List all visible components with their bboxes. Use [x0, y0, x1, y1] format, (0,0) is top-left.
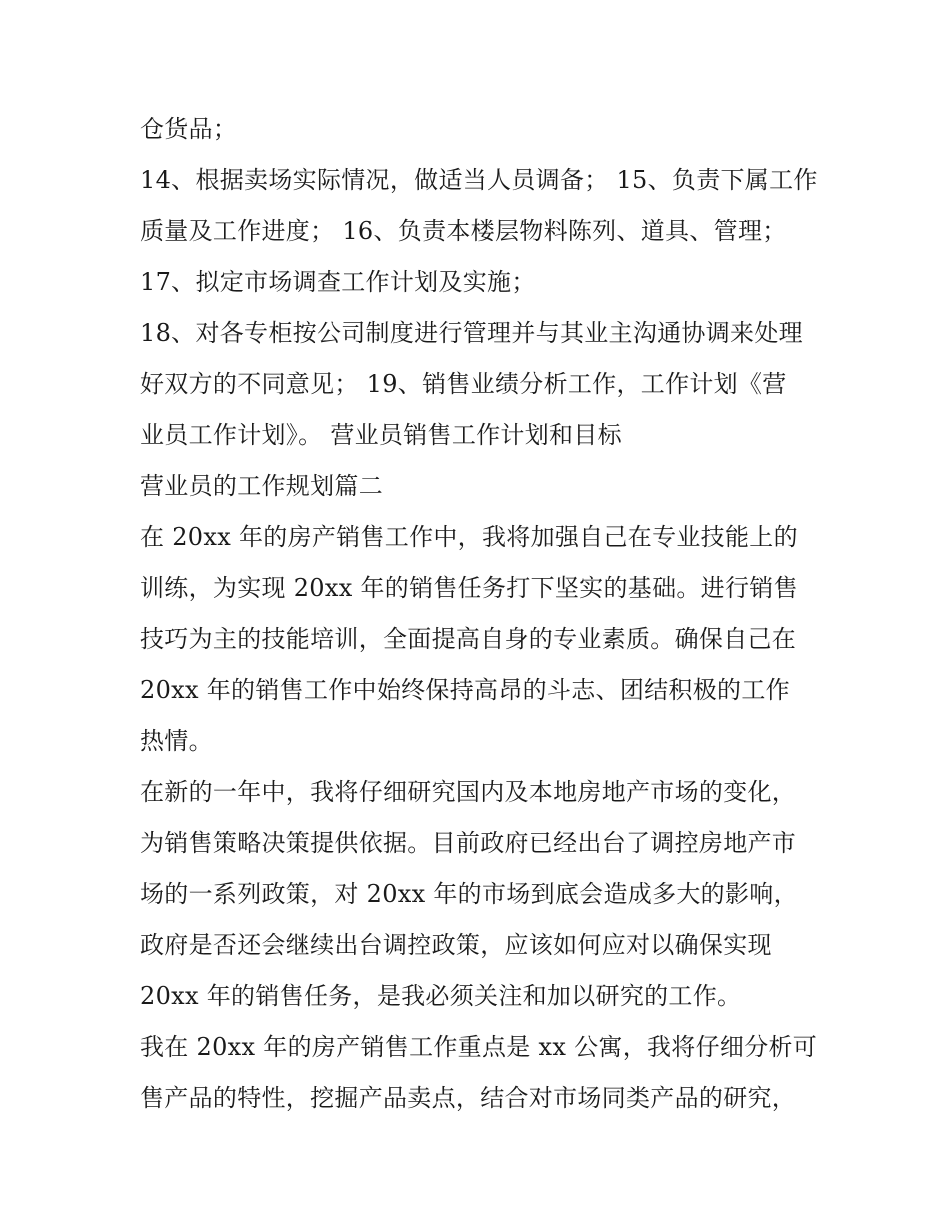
- text-line: 场的一系列政策，对 20xx 年的市场到底会造成多大的影响，: [140, 880, 798, 908]
- text-line: 20xx 年的销售工作中始终保持高昂的斗志、团结积极的工作: [140, 676, 790, 704]
- text-line: 训练，为实现 20xx 年的销售任务打下坚实的基础。进行销售: [140, 574, 798, 602]
- text-line: 在新的一年中，我将仔细研究国内及本地房地产市场的变化，: [140, 778, 797, 806]
- text-line: 14、根据卖场实际情况，做适当人员调备； 15、负责下属工作: [140, 166, 818, 194]
- section-heading: 营业员的工作规划篇二: [140, 472, 383, 500]
- text-line: 售产品的特性，挖掘产品卖点，结合对市场同类产品的研究，: [140, 1084, 797, 1112]
- text-line: 18、对各专柜按公司制度进行管理并与其业主沟通协调来处理: [140, 319, 803, 347]
- text-line: 技巧为主的技能培训，全面提高自身的专业素质。确保自己在: [140, 625, 797, 653]
- text-line: 为销售策略决策提供依据。目前政府已经出台了调控房地产市: [140, 829, 797, 857]
- text-line: 业员工作计划》。 营业员销售工作计划和目标: [140, 421, 622, 449]
- text-line: 20xx 年的销售任务，是我必须关注和加以研究的工作。: [140, 982, 742, 1010]
- text-line: 我在 20xx 年的房产销售工作重点是 xx 公寓，我将仔细分析可: [140, 1033, 818, 1061]
- text-line: 热情。: [140, 727, 213, 755]
- text-line: 好双方的不同意见； 19、销售业绩分析工作，工作计划《营: [140, 370, 787, 398]
- document-body: [140, 106, 820, 1126]
- text-line: 政府是否还会继续出台调控政策，应该如何应对以确保实现: [140, 931, 772, 959]
- text-line: 在 20xx 年的房产销售工作中，我将加强自己在专业技能上的: [140, 523, 798, 551]
- text-line: 质量及工作进度； 16、负责本楼层物料陈列、道具、管理；: [140, 217, 787, 245]
- text-line: 17、拟定市场调查工作计划及实施；: [140, 268, 536, 296]
- text-line: 仓货品；: [140, 115, 238, 143]
